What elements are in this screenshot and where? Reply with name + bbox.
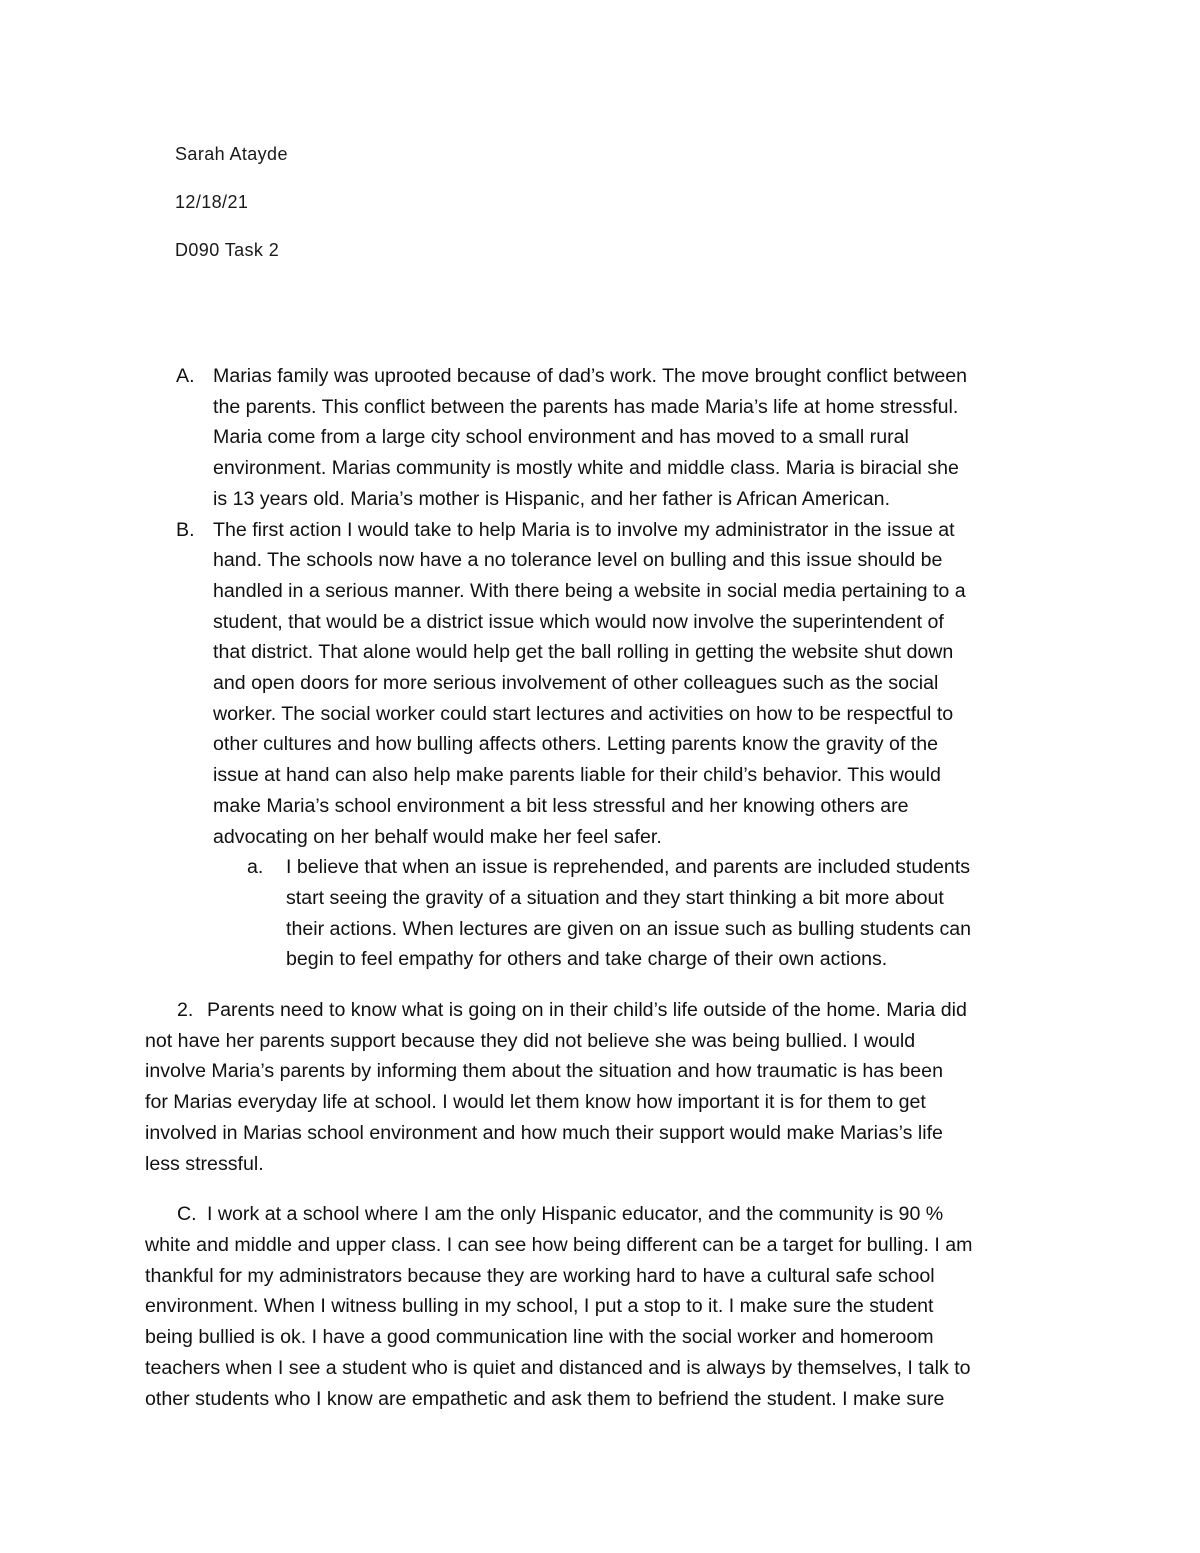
- section-b: [145, 515, 1053, 853]
- paragraph-line: involve Maria’s parents by informing them about the situation and how traumatic is has been: [145, 1060, 943, 1083]
- paragraph-line: for Marias everyday life at school. I would let them know how important it is for them to get: [145, 1091, 926, 1114]
- course-title: D090 Task 2: [175, 240, 280, 260]
- paragraph-line: Parents need to know what is going on in their child’s life outside of the home. Maria did: [207, 999, 967, 1022]
- paragraph-line: environment. When I witness bulling in my school, I put a stop to it. I make sure the student: [145, 1295, 934, 1318]
- paragraph-line: I work at a school where I am the only Hispanic educator, and the community is 90 %: [207, 1203, 944, 1226]
- section-marker: C.: [177, 1203, 197, 1226]
- paragraph-line: being bullied is ok. I have a good communication line with the social worker and homeroom: [145, 1326, 934, 1349]
- paragraph-line: not have her parents support because they did not believe she was being bullied. I would: [145, 1029, 916, 1052]
- section-marker: A.: [176, 365, 195, 387]
- paragraph-line: hand. The schools now have a no tolerance level on bulling and this issue should be: [213, 549, 943, 572]
- paragraph-line: is 13 years old. Maria’s mother is Hispanic, and her father is African American.: [213, 487, 891, 510]
- document-date: 12/18/21: [175, 192, 249, 212]
- paragraph-line: that district. That alone would help get the ball rolling in getting the website shut down: [213, 641, 954, 664]
- paragraph-line: less stressful.: [145, 1152, 264, 1175]
- paragraph-line: other cultures and how bulling affects others. Letting parents know the gravity of the: [213, 733, 939, 756]
- paragraph-line: worker. The social worker could start lectures and activities on how to be respectful to: [213, 702, 954, 725]
- paragraph-line: teachers when I see a student who is quiet and distanced and is always by themselves, I talk to: [145, 1356, 971, 1379]
- paragraph-line: other students who I know are empathetic and ask them to befriend the student. I make sure: [145, 1387, 945, 1410]
- paragraph-line: student, that would be a district issue which would now involve the superintendent of: [213, 610, 944, 633]
- paragraph-line: and open doors for more serious involvement of other colleagues such as the social: [213, 672, 939, 695]
- section-a: [145, 361, 1053, 515]
- section-c: [145, 1199, 1050, 1414]
- paragraph-line: thankful for my administrators because they are working hard to have a cultural safe school: [145, 1264, 935, 1287]
- paragraph-line: the parents. This conflict between the parents has made Maria’s life at home stressful.: [213, 395, 959, 418]
- paragraph-line: Maria come from a large city school environment and has moved to a small rural: [213, 426, 909, 449]
- section-marker: 2.: [177, 999, 194, 1022]
- paragraph-line: advocating on her behalf would make her feel safer.: [213, 825, 662, 848]
- paragraph-line: issue at hand can also help make parents liable for their child’s behavior. This would: [213, 764, 941, 787]
- paragraph-line: The first action I would take to help Maria is to involve my administrator in the issue at: [213, 518, 955, 541]
- paragraph-line: start seeing the gravity of a situation and they start thinking a bit more about: [286, 886, 944, 909]
- paragraph-line: their actions. When lectures are given on an issue such as bulling students can: [286, 917, 972, 940]
- section-b-subitem-a: [145, 852, 1046, 975]
- paragraph-line: environment. Marias community is mostly white and middle class. Maria is biracial she: [213, 457, 959, 480]
- paragraph-line: make Maria’s school environment a bit less stressful and her knowing others are: [213, 794, 909, 817]
- paragraph-line: handled in a serious manner. With there being a website in social media pertaining to a: [213, 579, 966, 602]
- paragraph-line: Marias family was uprooted because of dad’s work. The move brought conflict between: [213, 365, 968, 387]
- paragraph-line: I believe that when an issue is reprehended, and parents are included students: [286, 856, 971, 879]
- document-body: [145, 361, 1065, 1414]
- section-marker: B.: [176, 518, 195, 541]
- paragraph-line: begin to feel empathy for others and take charge of their own actions.: [286, 948, 888, 971]
- paragraph-line: involved in Marias school environment and how much their support would make Marias’s life: [145, 1121, 943, 1144]
- document-header: [175, 142, 288, 286]
- author-name: Sarah Atayde: [175, 144, 288, 164]
- subsection-marker: a.: [247, 856, 264, 879]
- paragraph-line: white and middle and upper class. I can see how being different can be a target for bulling. I am: [145, 1233, 973, 1256]
- section-2: [145, 995, 1050, 1179]
